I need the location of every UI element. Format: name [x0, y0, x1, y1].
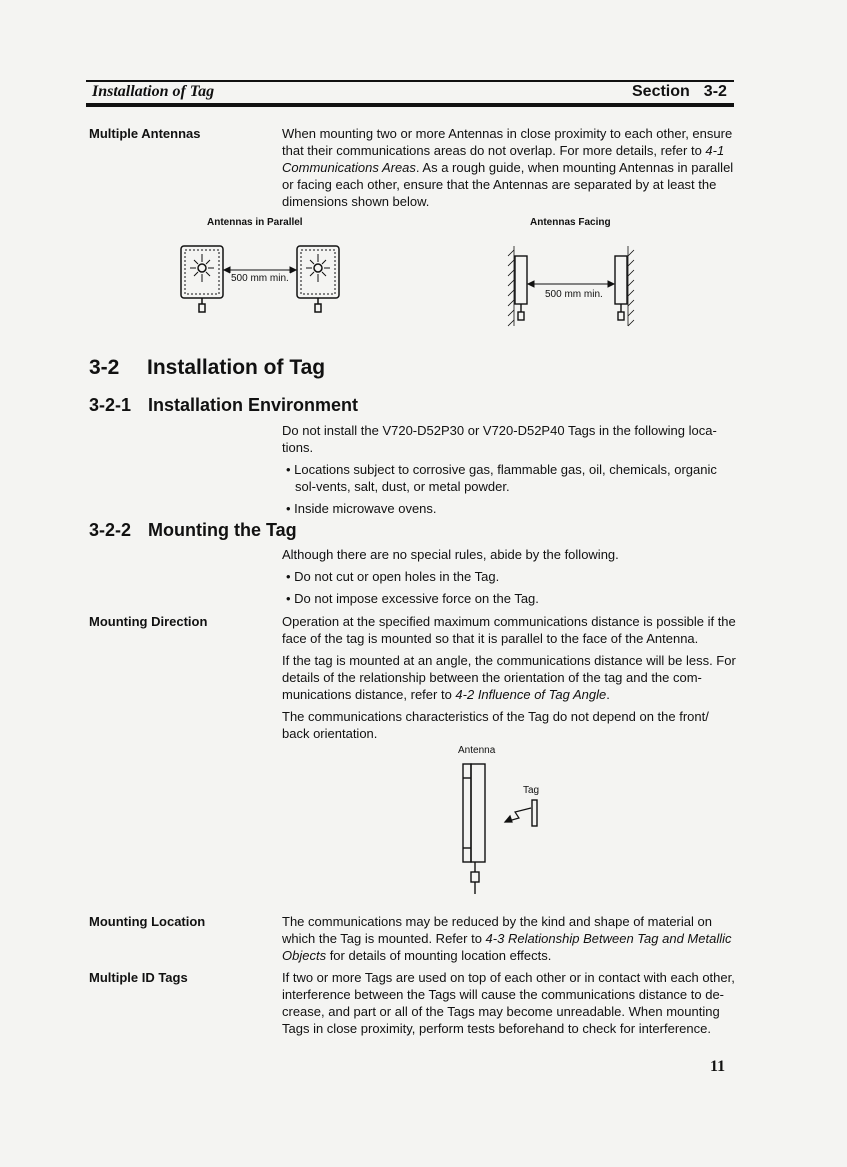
wall-left-icon	[508, 246, 514, 326]
header-section-number: 3-2	[703, 83, 727, 100]
ref-communications-areas: 4-1 Communications Areas	[282, 143, 725, 175]
tag-label: Tag	[523, 785, 540, 796]
section-3-2-title: Installation of Tag	[147, 356, 326, 379]
header-section-label: Section	[632, 83, 690, 100]
antenna-facing-left-icon	[515, 256, 527, 320]
facing-dimension-arrow-icon	[528, 281, 614, 287]
list-item: • Inside microwave ovens.	[282, 500, 727, 517]
facing-antennas-diagram	[500, 240, 650, 330]
side-heading-mounting-location: Mounting Location	[89, 914, 206, 929]
multiple-antennas-text: When mounting two or more Antennas in close proximity to each other, ensure that their communications areas do not overlap. For more details, refer to 4-1 Communications Areas. As a rough guide, when mounting Antennas in parallel or facing each other, ensure that the Antennas are separated by at least the dimensions shown below.	[282, 126, 734, 209]
tag-icon	[532, 800, 537, 826]
header-section	[632, 83, 727, 101]
multiple-id-tags-text: If two or more Tags are used on top of each other or in contact with each other, interference between the Tags will cause the communications distance to de-crease, and part or all of the Tags may become unreadable. When mounting Tags in close proximity, perform tests beforehand to check for interference.	[282, 970, 735, 1036]
antenna-label: Antenna	[458, 745, 496, 756]
wall-right-icon	[628, 246, 634, 326]
figure-title-parallel: Antennas in Parallel	[207, 217, 303, 228]
figure-title-facing: Antennas Facing	[530, 217, 611, 228]
section-3-2-number: 3-2	[89, 356, 120, 379]
section-3-2-heading	[89, 356, 325, 380]
header-rule-bottom	[86, 103, 734, 107]
mounting-location-text: The communications may be reduced by the kind and shape of material on which the Tag is mounted. Refer to 4-3 Relationship Between Tag and Metallic Objects for details of mounting location effects.	[282, 914, 732, 963]
section-3-2-1-number: 3-2-1	[89, 395, 132, 415]
section-3-2-2-heading	[89, 520, 297, 541]
header-title: Installation of Tag	[92, 83, 215, 100]
mounting-the-tag-text: Although there are no special rules, abide by the following. • Do not cut or open holes in the Tag. • Do not impose excessive force on the Tag.	[282, 546, 737, 612]
list-item: • Locations subject to corrosive gas, flammable gas, oil, chemicals, organic sol-vents, salt, dust, or metal powder.	[282, 461, 727, 495]
list-item: • Do not cut or open holes in the Tag.	[282, 568, 737, 585]
facing-dimension-label: 500 mm min.	[545, 289, 603, 300]
mounting-direction-text: Operation at the specified maximum communications distance is possible if the face of the tag is mounted so that it is parallel to the face of the Antenna. If the tag is mounted at an angle, the communications distance will be less. For details of the relationship between the orientation of the tag and the com-munications distance, refer to 4-2 Influence of Tag Angle. The communications characteristics of the Tag do not depend on the front/ back orientation.	[282, 614, 736, 741]
section-3-2-2-number: 3-2-2	[89, 520, 132, 540]
section-3-2-1-heading	[89, 395, 358, 416]
parallel-dimension-label: 500 mm min.	[231, 273, 289, 284]
antenna-right-icon	[297, 246, 339, 312]
side-heading-mounting-direction: Mounting Direction	[89, 614, 208, 629]
installation-environment-text: Do not install the V720-D52P30 or V720-D52P40 Tags in the following loca-tions. • Locations subject to corrosive gas, flammable gas, oil, chemicals, organic sol-vents, salt, dust, or metal powder. • Inside microwave ovens.	[282, 422, 727, 522]
section-3-2-1-title: Installation Environment	[148, 395, 359, 415]
side-heading-multiple-antennas: Multiple Antennas	[89, 126, 201, 141]
antenna-side-icon	[463, 764, 485, 894]
ref-tag-angle: 4-2 Influence of Tag Angle	[455, 687, 607, 702]
page-number: 11	[710, 1058, 726, 1075]
antenna-left-icon	[181, 246, 223, 312]
signal-arrow-icon	[505, 808, 531, 822]
antenna-facing-right-icon	[615, 256, 627, 320]
list-item: • Do not impose excessive force on the Tag.	[282, 590, 737, 607]
section-3-2-2-title: Mounting the Tag	[148, 520, 297, 540]
ref-metallic-objects: 4-3 Relationship Between Tag and Metallic Objects	[282, 931, 732, 963]
antenna-tag-diagram	[455, 760, 555, 900]
header-rule-top	[86, 80, 734, 82]
side-heading-multiple-id-tags: Multiple ID Tags	[89, 970, 188, 985]
